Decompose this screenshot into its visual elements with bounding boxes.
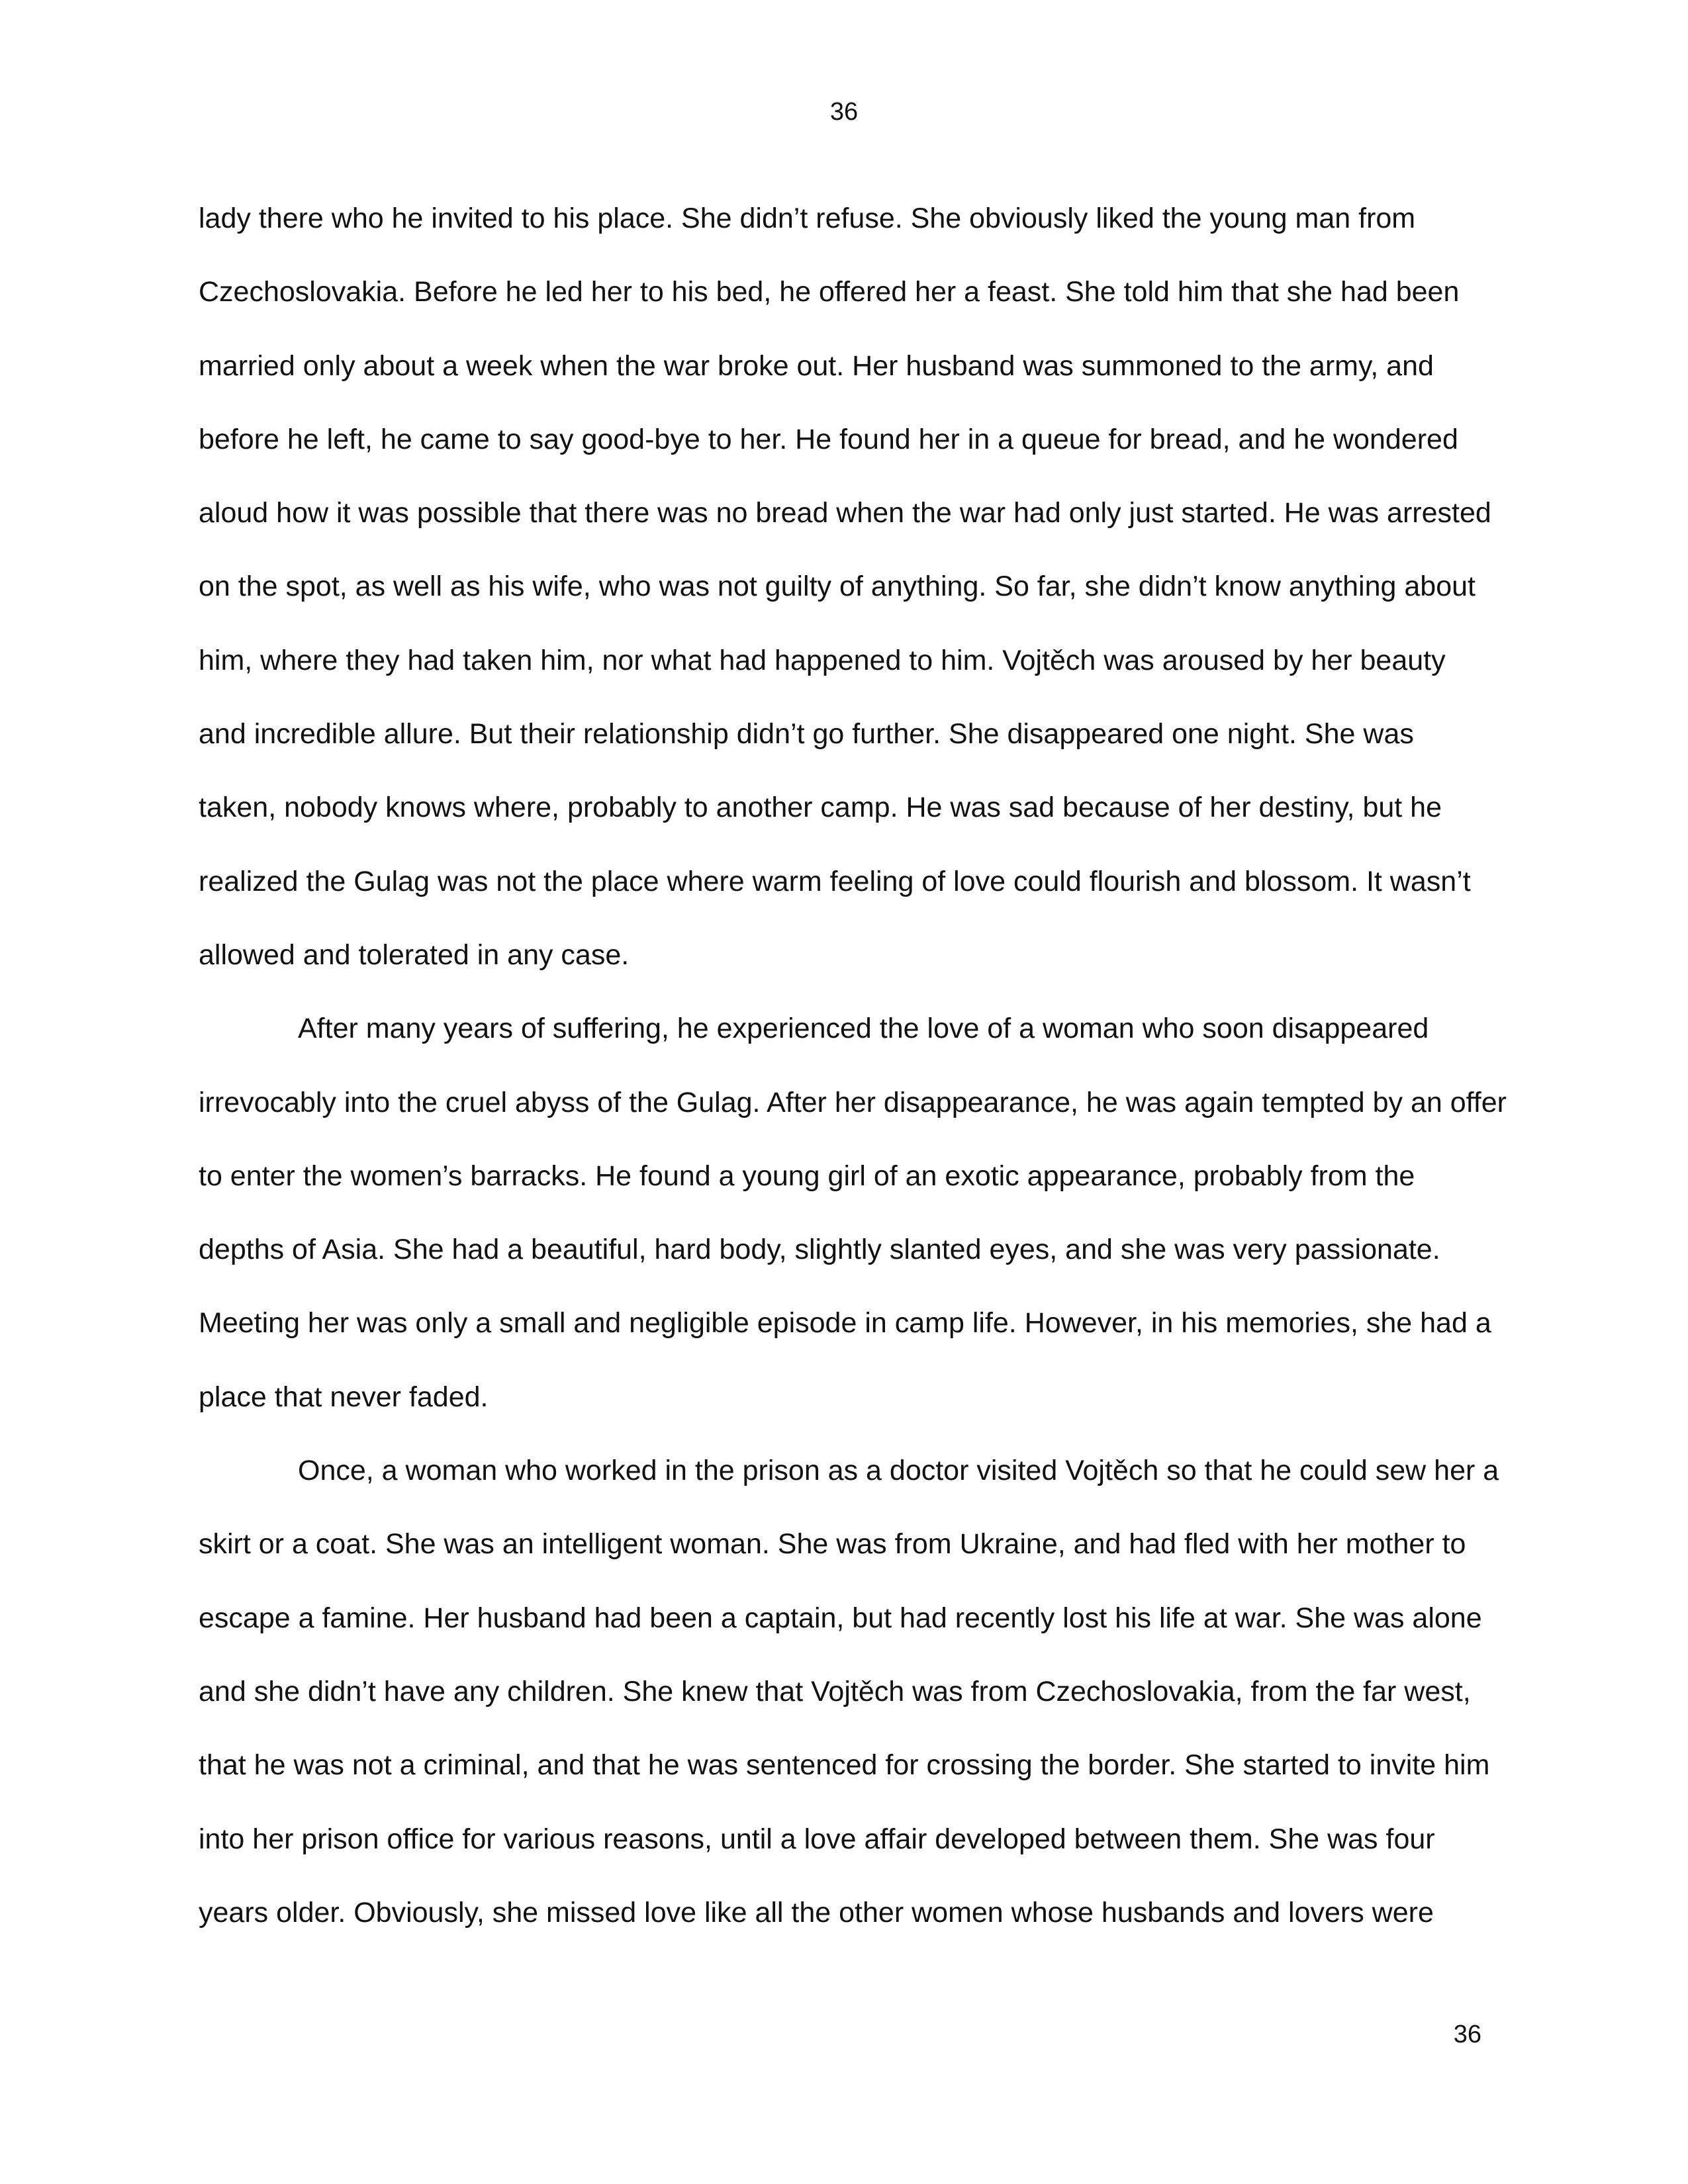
text-line: place that never faded.: [199, 1381, 489, 1413]
text-line: lady there who he invited to his place. She didn’t refuse. She obviously liked the young man from: [199, 203, 1416, 234]
text-line: skirt or a coat. She was an intelligent woman. She was from Ukraine, and had fled with her mother to: [199, 1528, 1466, 1561]
text-line: on the spot, as well as his wife, who was not guilty of anything. So far, she didn’t know anything about: [199, 570, 1476, 603]
text-line: to enter the women’s barracks. He found a young girl of an exotic appearance, probably from the: [199, 1160, 1415, 1192]
paragraph-first-line: Once, a woman who worked in the prison as a doctor visited Vojtěch so that he could sew her a: [298, 1455, 1499, 1487]
text-line: Czechoslovakia. Before he led her to his bed, he offered her a feast. She told him that she had been: [199, 276, 1460, 308]
text-line: into her prison office for various reasons, until a love affair developed between them. She was four: [199, 1823, 1435, 1855]
page-number-top: 36: [829, 98, 859, 126]
text-line: allowed and tolerated in any case.: [199, 938, 630, 971]
text-line: years older. Obviously, she missed love like all the other women whose husbands and lovers were: [199, 1896, 1434, 1929]
text-line: and incredible allure. But their relationship didn’t go further. She disappeared one night. She was: [199, 718, 1414, 751]
text-line: irrevocably into the cruel abyss of the Gulag. After her disappearance, he was again tempted by an offer: [199, 1086, 1507, 1118]
text-line: aloud how it was possible that there was no bread when the war had only just started. He was arrested: [199, 497, 1491, 529]
paragraph-first-line: After many years of suffering, he experienced the love of a woman who soon disappeared: [298, 1013, 1429, 1045]
text-line: Meeting her was only a small and negligible episode in camp life. However, in his memories, she had a: [199, 1307, 1491, 1340]
body-text: [199, 199, 1507, 1966]
text-line: depths of Asia. She had a beautiful, hard body, slightly slanted eyes, and she was very passionate.: [199, 1234, 1440, 1266]
text-line: taken, nobody knows where, probably to another camp. He was sad because of her destiny, but he: [199, 792, 1442, 824]
text-line: married only about a week when the war broke out. Her husband was summoned to the army, and: [199, 349, 1434, 382]
text-line: escape a famine. Her husband had been a captain, but had recently lost his life at war. She was alone: [199, 1602, 1482, 1634]
text-line: and she didn’t have any children. She knew that Vojtěch was from Czechoslovakia, from the far west,: [199, 1675, 1471, 1707]
text-line: realized the Gulag was not the place where warm feeling of love could flourish and blossom. It wasn’t: [199, 865, 1471, 897]
text-line: that he was not a criminal, and that he was sentenced for crossing the border. She started to invite him: [199, 1749, 1490, 1782]
page-number-bottom: 36: [1453, 2021, 1481, 2048]
text-line: him, where they had taken him, nor what had happened to him. Vojtěch was aroused by her beauty: [199, 644, 1446, 676]
text-line: before he left, he came to say good-bye to her. He found her in a queue for bread, and he wondered: [199, 423, 1458, 455]
